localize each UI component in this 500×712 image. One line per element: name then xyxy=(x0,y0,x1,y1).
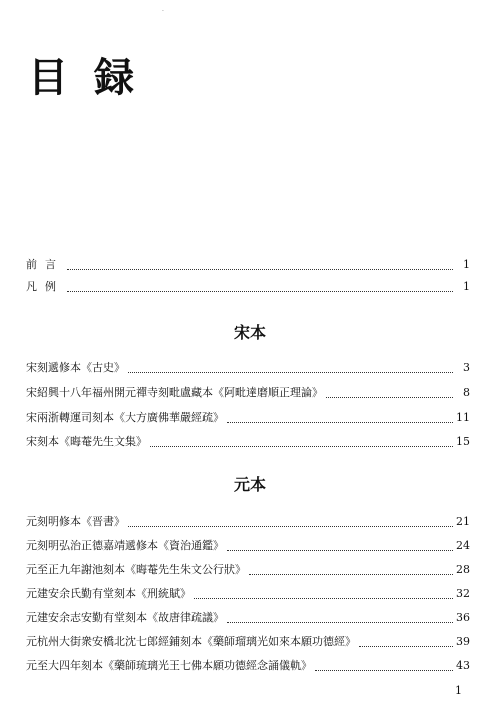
dot-leader xyxy=(128,363,453,373)
toc-entry[interactable] xyxy=(26,513,470,531)
toc-entry-conventions[interactable] xyxy=(26,278,470,296)
dot-leader xyxy=(315,661,453,671)
toc-entry[interactable] xyxy=(26,537,470,555)
toc-entry[interactable] xyxy=(26,585,470,603)
toc-entry-label: 元刻明弘治正德嘉靖遞修本《資治通鑑》 xyxy=(26,539,224,552)
toc-entry-page: 21 xyxy=(456,515,470,528)
toc-entry[interactable] xyxy=(26,633,470,651)
page-number: 1 xyxy=(455,684,462,697)
toc-entry-page: 39 xyxy=(456,635,470,648)
toc-entry[interactable] xyxy=(26,609,470,627)
section-title-song: 宋本 xyxy=(233,323,266,342)
toc-entry-preface[interactable] xyxy=(26,256,470,274)
toc-entry-page: 8 xyxy=(463,386,470,399)
section-title-yuan: 元本 xyxy=(233,475,266,494)
dot-leader xyxy=(227,413,453,423)
dot-leader xyxy=(128,517,453,527)
toc-entry-label: 元至正九年謝池刻本《晦菴先生朱文公行狀》 xyxy=(26,563,246,576)
toc-entry[interactable] xyxy=(26,657,470,675)
toc-entry-page: 36 xyxy=(456,611,470,624)
dot-leader xyxy=(359,637,453,647)
dot-leader xyxy=(227,613,453,623)
toc-entry-label: 元建安余氏勤有堂刻本《刑統賦》 xyxy=(26,587,191,600)
toc-entry[interactable] xyxy=(26,384,470,402)
dot-leader xyxy=(67,282,453,292)
toc-entry-page: 43 xyxy=(456,659,470,672)
dot-leader xyxy=(194,589,453,599)
toc-entry[interactable] xyxy=(26,561,470,579)
dot-leader xyxy=(150,437,453,447)
dot-leader xyxy=(227,541,453,551)
toc-entry-label: 元建安余志安勤有堂刻本《故唐律疏議》 xyxy=(26,611,224,624)
dot-leader xyxy=(67,260,453,270)
top-mark: · xyxy=(162,8,164,15)
toc-entry-label: 宋刻本《晦菴先生文集》 xyxy=(26,435,147,448)
toc-entry-label: 宋紹興十八年福州開元禪寺刻毗盧藏本《阿毗達磨順正理論》 xyxy=(26,386,323,399)
toc-entry-label: 凡例 xyxy=(26,280,64,293)
dot-leader xyxy=(326,388,453,398)
toc-entry-label: 前言 xyxy=(26,258,64,271)
toc-entry-page: 24 xyxy=(456,539,470,552)
toc-entry-page: 11 xyxy=(456,411,470,424)
toc-entry-page: 3 xyxy=(463,361,470,374)
toc-entry[interactable] xyxy=(26,433,470,451)
toc-entry[interactable] xyxy=(26,409,470,427)
toc-entry-label: 元刻明修本《晋書》 xyxy=(26,515,125,528)
toc-entry-page: 1 xyxy=(463,280,470,293)
toc-entry-page: 1 xyxy=(463,258,470,271)
toc-entry-page: 15 xyxy=(456,435,470,448)
toc-entry-label: 元至大四年刻本《藥師琉璃光王七佛本願功德經念誦儀軌》 xyxy=(26,659,312,672)
page-title: 目録 xyxy=(28,54,160,101)
toc-entry-page: 28 xyxy=(456,563,470,576)
toc-entry-label: 宋刻遞修本《古史》 xyxy=(26,361,125,374)
dot-leader xyxy=(249,565,453,575)
toc-entry-label: 元杭州大街衆安橋北沈七郎經鋪刻本《藥師瑠璃光如來本願功德經》 xyxy=(26,635,356,648)
toc-entry-page: 32 xyxy=(456,587,470,600)
toc-entry-label: 宋兩浙轉運司刻本《大方廣佛華嚴經疏》 xyxy=(26,411,224,424)
toc-entry[interactable] xyxy=(26,359,470,377)
